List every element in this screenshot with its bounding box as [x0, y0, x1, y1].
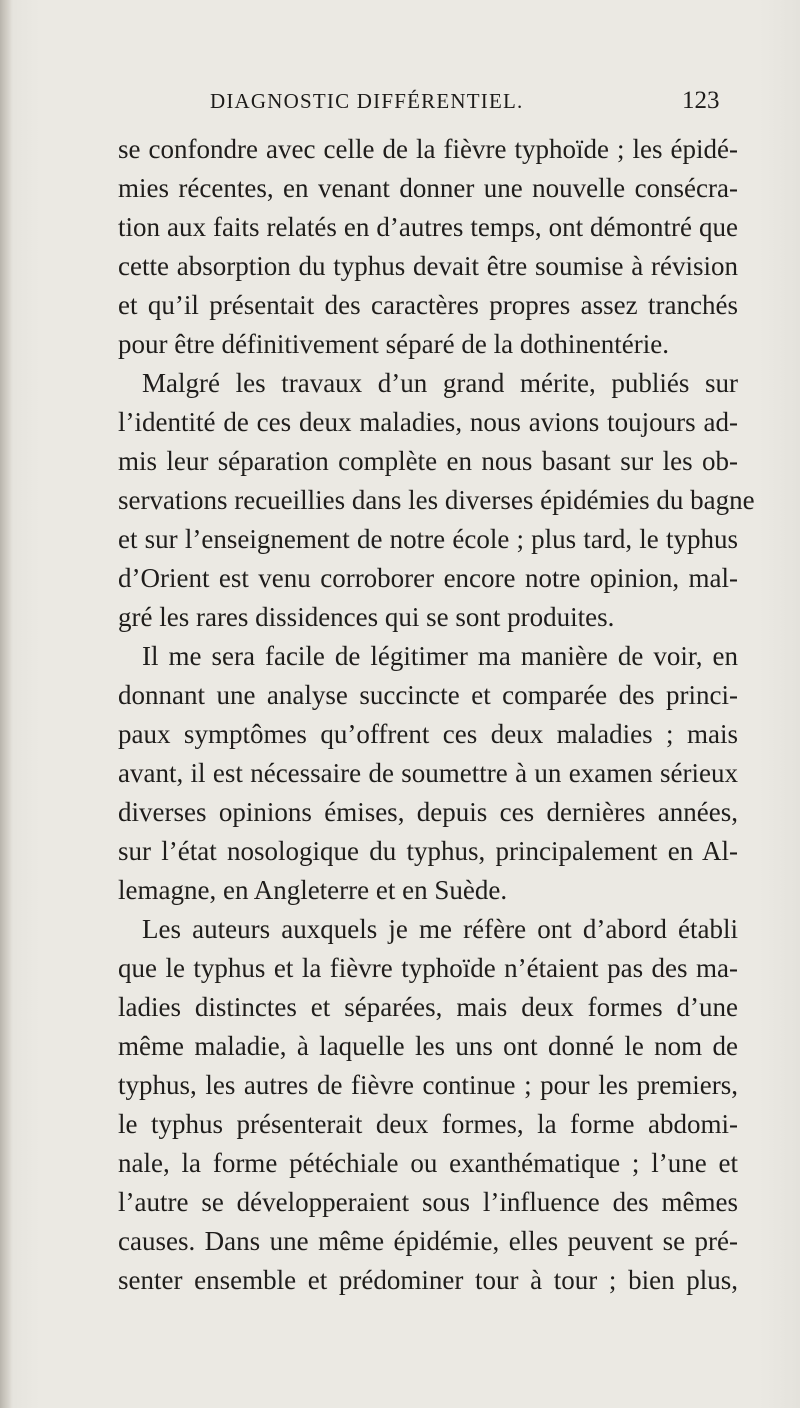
- text-line: et qu’il présentait des caractères propres assez tranchés: [118, 290, 738, 320]
- text-line: typhus, les autres de fièvre continue ; pour les premiers,: [118, 1070, 738, 1100]
- text-line: lemagne, en Angleterre et en Suède.: [118, 875, 508, 905]
- text-line: servations recueillies dans les diverses épidémies du bagne: [118, 485, 755, 515]
- text-line: ladies distinctes et séparées, mais deux formes d’une: [118, 992, 738, 1022]
- page-number: 123: [682, 87, 720, 114]
- text-line: sur l’état nosologique du typhus, principalement en Al-: [118, 836, 738, 866]
- text-line: pour être définitivement séparé de la dothinentérie.: [118, 329, 670, 359]
- text-line: même maladie, à laquelle les uns ont donné le nom de: [118, 1031, 738, 1061]
- text-line: avant, il est nécessaire de soumettre à un examen sérieux: [118, 758, 738, 788]
- text-line: l’autre se développeraient sous l’influence des mêmes: [118, 1187, 738, 1217]
- text-line: paux symptômes qu’offrent ces deux maladies ; mais: [118, 719, 738, 749]
- text-line: senter ensemble et prédominer tour à tour ; bien plus,: [118, 1265, 738, 1295]
- text-line: tion aux faits relatés en d’autres temps, ont démontré que: [118, 212, 738, 242]
- text-line: donnant une analyse succincte et comparée des princi-: [118, 680, 738, 710]
- text-line: que le typhus et la fièvre typhoïde n’étaient pas des ma-: [118, 953, 738, 983]
- page-gutter-shadow: [0, 0, 12, 1408]
- text-line: diverses opinions émises, depuis ces dernières années,: [118, 797, 738, 827]
- text-line: causes. Dans une même épidémie, elles peuvent se pré-: [118, 1226, 738, 1256]
- page-header: [0, 84, 800, 124]
- text-line: mies récentes, en venant donner une nouvelle consécra-: [118, 173, 738, 203]
- paragraph-first-line: Malgré les travaux d’un grand mérite, publiés sur: [142, 368, 738, 398]
- text-line: mis leur séparation complète en nous basant sur les ob-: [118, 446, 738, 476]
- text-line: gré les rares dissidences qui se sont produites.: [118, 602, 615, 632]
- text-line: le typhus présenterait deux formes, la forme abdomi-: [118, 1109, 738, 1139]
- text-line: d’Orient est venu corroborer encore notre opinion, mal-: [118, 563, 738, 593]
- text-line: l’identité de ces deux maladies, nous avions toujours ad-: [118, 407, 738, 437]
- paragraph-first-line: Il me sera facile de légitimer ma manière de voir, en: [142, 641, 738, 671]
- text-line: et sur l’enseignement de notre école ; plus tard, le typhus: [118, 524, 738, 554]
- running-title: DIAGNOSTIC DIFFÉRENTIEL.: [210, 89, 524, 113]
- text-line: cette absorption du typhus devait être soumise à révision: [118, 251, 738, 281]
- text-line: se confondre avec celle de la fièvre typhoïde ; les épidé-: [118, 134, 738, 164]
- text-line: nale, la forme pétéchiale ou exanthématique ; l’une et: [118, 1148, 738, 1178]
- paragraph-first-line: Les auteurs auxquels je me réfère ont d’abord établi: [142, 914, 738, 944]
